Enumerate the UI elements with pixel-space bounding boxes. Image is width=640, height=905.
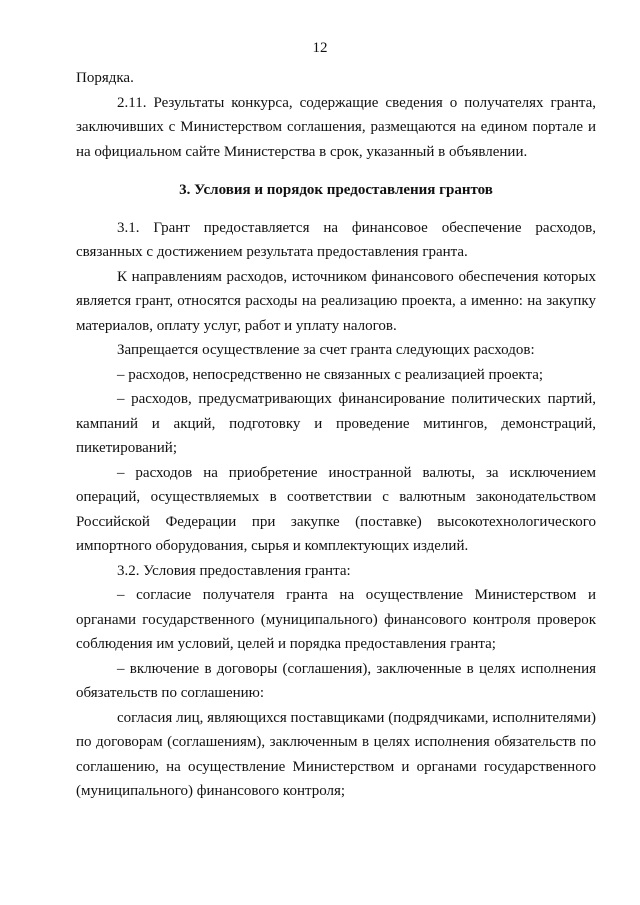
- list-item-currency-expenses: – расходов на приобретение иностранной валюты, за исключением операций, осуществляемых в соответствии с валютным законодательством Российской Федерации при закупке (поставке) высокотехнологического импортного оборудования, сырья и комплектующих изделий.: [76, 464, 596, 554]
- document-body: [76, 66, 596, 804]
- paragraph-expense-directions: К направлениям расходов, источником финансового обеспечения которых является грант, относятся расходы на реализацию проекта, а именно: на закупку материалов, оплату услуг, работ и уплату налогов.: [76, 268, 596, 334]
- paragraph-2-11: 2.11. Результаты конкурса, содержащие сведения о получателях гранта, заключивших с Министерством соглашения, размещаются на едином портале и на официальном сайте Министерства в срок, указанный в объявлении.: [76, 94, 596, 160]
- paragraph-continuation: Порядка.: [76, 70, 134, 86]
- paragraph-3-1: 3.1. Грант предоставляется на финансовое обеспечение расходов, связанных с достижением результата предоставления гранта.: [76, 219, 596, 260]
- list-item-contract-inclusion: – включение в договоры (соглашения), заключенные в целях исполнения обязательств по соглашению:: [76, 660, 596, 701]
- list-item-political-expenses: – расходов, предусматривающих финансирование политических партий, кампаний и акций, подготовку и проведение митингов, демонстраций, пикетирований;: [76, 391, 596, 456]
- paragraph-prohibited-intro: Запрещается осуществление за счет гранта следующих расходов:: [117, 342, 535, 358]
- paragraph-supplier-consent: согласия лиц, являющихся поставщиками (подрядчиками, исполнителями) по договорам (соглашениям), заключенным в целях исполнения обязательств по соглашению, на осуществление Министерством и органами государственного (муниципального) финансового контроля;: [76, 709, 596, 799]
- list-item-unrelated-expenses: – расходов, непосредственно не связанных с реализацией проекта;: [117, 366, 544, 383]
- page-number: 12: [312, 40, 328, 56]
- paragraph-3-2: 3.2. Условия предоставления гранта:: [117, 562, 351, 579]
- list-item-consent-inspections: – согласие получателя гранта на осуществление Министерством и органами государственного (муниципального) финансового контроля проверок соблюдения им условий, целей и порядка предоставления гранта;: [76, 587, 596, 652]
- section-heading: 3. Условия и порядок предоставления грантов: [179, 182, 493, 198]
